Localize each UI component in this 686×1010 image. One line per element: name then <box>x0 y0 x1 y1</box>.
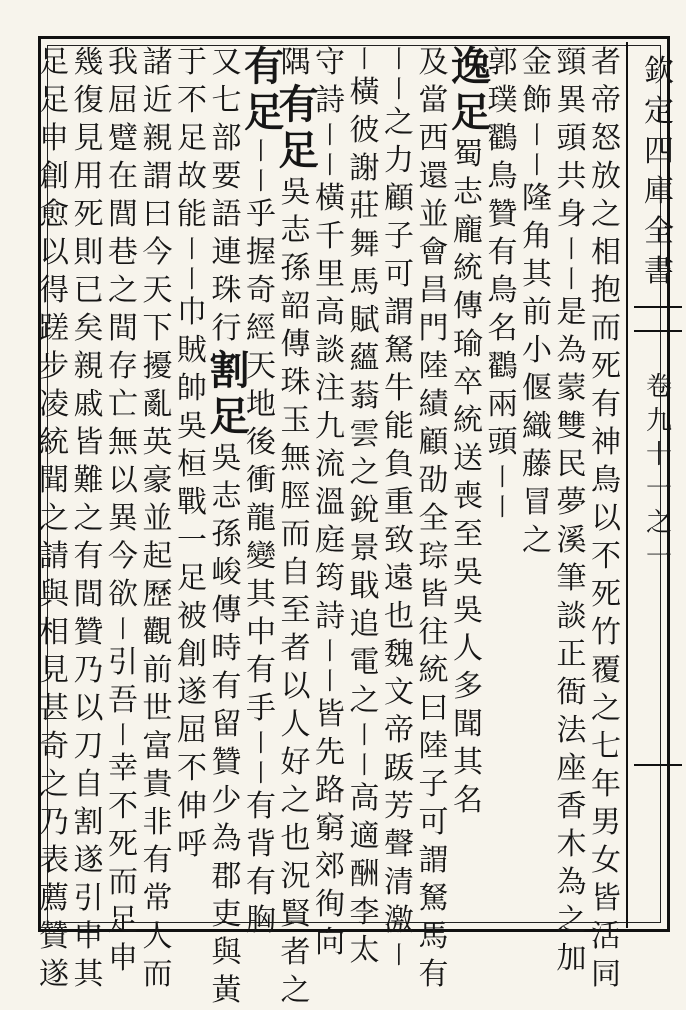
text-column: 守 詩 丨 丨 橫 千 里 高 談 注 九 流 溫 庭 筠 詩 丨 丨 皆 先 路 窮 郊 徇 向 <box>315 45 345 960</box>
side-strip <box>624 0 686 964</box>
text-column: 我 屈 躄 在 閭 巷 之 間 存 亡 無 以 異 今 欲 丨 引 吾 丨 幸 不 死 而 足 申 <box>108 45 138 976</box>
text-column: 于 不 足 故 能 丨 丨 巾 賊 帥 吳 桓 戰 一 足 被 創 遂 屈 不 伸 呼 <box>177 45 207 862</box>
text-column: 金 飾 丨 丨 隆 角 其 前 小 偃 織 藤 冒 之 <box>522 45 552 558</box>
fishtail-mark <box>634 306 682 332</box>
text-column: 丨 丨 之 力 顧 子 可 謂 駑 牛 能 負 重 致 遠 也 魏 文 帝 䟦 芳 聲 清 激 丨 <box>384 45 414 969</box>
text-column: 者 帝 怒 放 之 相 抱 而 死 有 神 鳥 以 不 死 竹 覆 之 七 年 男 女 皆 活 同 <box>591 45 621 992</box>
text-column: 逸 足 蜀 志 龐 統 傳 瑜 卒 統 送 喪 至 吳 吳 人 多 聞 其 名 <box>451 43 491 818</box>
book-title: 欽 定 四 庫 全 書 <box>644 54 674 289</box>
text-column: 足 足 申 創 愈 以 得 蹉 步 凌 統 聞 之 請 與 相 見 甚 奇 之 乃 表 薦 贊 遂 <box>39 45 69 992</box>
text-column: 有 足 丨 丨 乎 握 奇 經 天 地 後 衝 龍 變 其 中 有 手 丨 丨 有 背 有 胸 <box>244 43 284 938</box>
side-tick <box>634 764 682 766</box>
text-column: 頸 異 頭 共 身 丨 丨 是 為 蒙 雙 民 夢 溪 筆 談 正 衙 法 座 香 木 為 之 加 <box>556 45 587 976</box>
text-column: 幾 復 見 用 死 則 已 矣 親 戚 皆 難 之 有 間 贊 乃 以 刀 自 割 遂 引 申 其 <box>73 45 104 992</box>
text-column: 丨 橫 彼 謝 莊 舞 馬 賦 蘊 蓊 雲 之 銳 景 戢 追 電 之 丨 丨 高 適 酬 李 太 <box>349 45 380 968</box>
text-column: 又 七 部 要 語 連 珠 行 割 足 吳 志 孫 峻 傳 時 有 留 贊 少 為 郡 吏 與 黃 <box>209 45 250 1008</box>
juan-label: 卷 九 十 一 之 一 <box>645 372 672 572</box>
text-column: 郭 璞 鸐 鳥 贊 有 鳥 名 鸐 兩 頭 丨 丨 <box>487 45 518 521</box>
side-rule <box>626 42 628 928</box>
text-column: 及 當 西 還 並 會 昌 門 陸 績 顧 劭 全 琮 皆 往 統 曰 陸 子 可 謂 駑 馬 有 <box>418 45 449 992</box>
text-column: 隅 有 足 吳 志 孫 韶 傳 珠 玉 無 脛 而 自 至 者 以 人 好 之 也 況 賢 者 之 <box>278 45 319 1008</box>
text-column: 諸 近 親 謂 曰 今 天 下 擾 亂 英 豪 並 起 歷 觀 前 世 富 貴 非 有 常 人 而 <box>142 45 173 992</box>
